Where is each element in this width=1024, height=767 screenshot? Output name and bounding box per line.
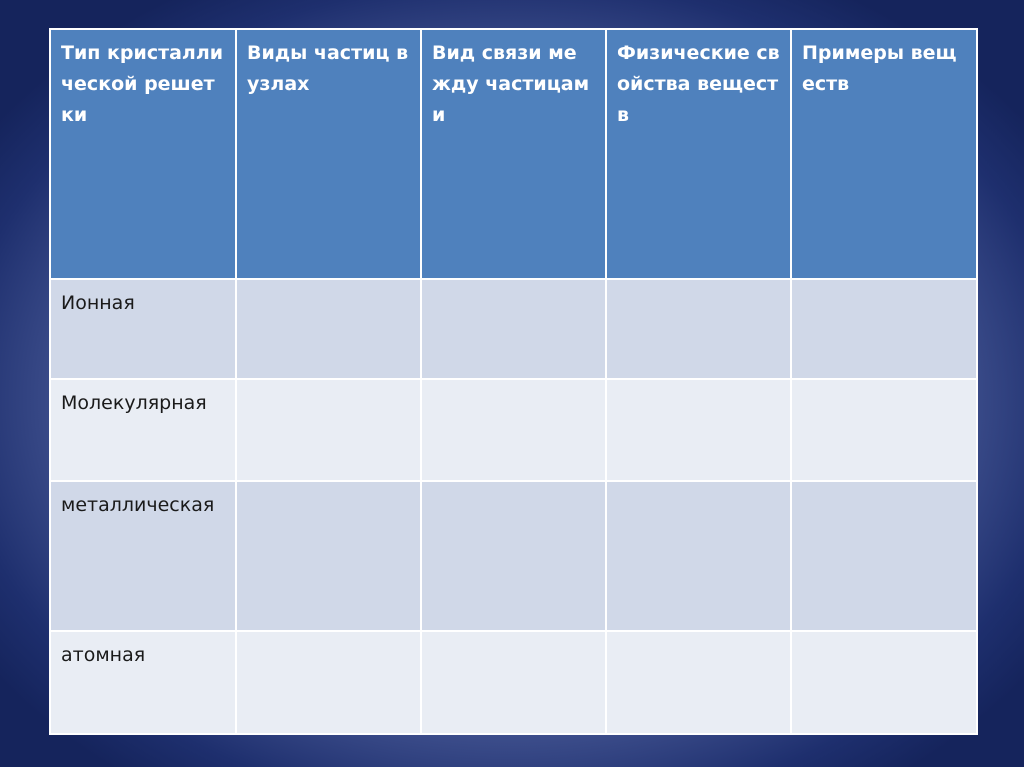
crystal-lattice-table [49, 28, 978, 735]
table-header-row [50, 29, 977, 279]
table-cell [421, 481, 606, 631]
table-cell [791, 481, 977, 631]
table-cell [236, 481, 421, 631]
row-label-cell: атомная [50, 631, 236, 734]
table-cell [606, 279, 791, 379]
table-cell [236, 379, 421, 481]
table-cell [421, 379, 606, 481]
header-bond-type: Вид связи между частицами [421, 29, 606, 279]
header-physical-properties: Физические свойства веществ [606, 29, 791, 279]
table-cell [236, 279, 421, 379]
table-cell [421, 279, 606, 379]
table-cell [606, 631, 791, 734]
table-row [50, 631, 977, 734]
header-lattice-type: Тип кристаллической решетки [50, 29, 236, 279]
table-row [50, 379, 977, 481]
row-label-cell: металлическая [50, 481, 236, 631]
table-row [50, 279, 977, 379]
table-cell [606, 379, 791, 481]
table-cell [421, 631, 606, 734]
table-cell [236, 631, 421, 734]
table-cell [791, 631, 977, 734]
table-cell [791, 279, 977, 379]
row-label-cell: Ионная [50, 279, 236, 379]
table-cell [791, 379, 977, 481]
row-label-cell: Молекулярная [50, 379, 236, 481]
header-substance-examples: Примеры веществ [791, 29, 977, 279]
table-row [50, 481, 977, 631]
header-particle-kinds: Виды частиц в узлах [236, 29, 421, 279]
table-cell [606, 481, 791, 631]
